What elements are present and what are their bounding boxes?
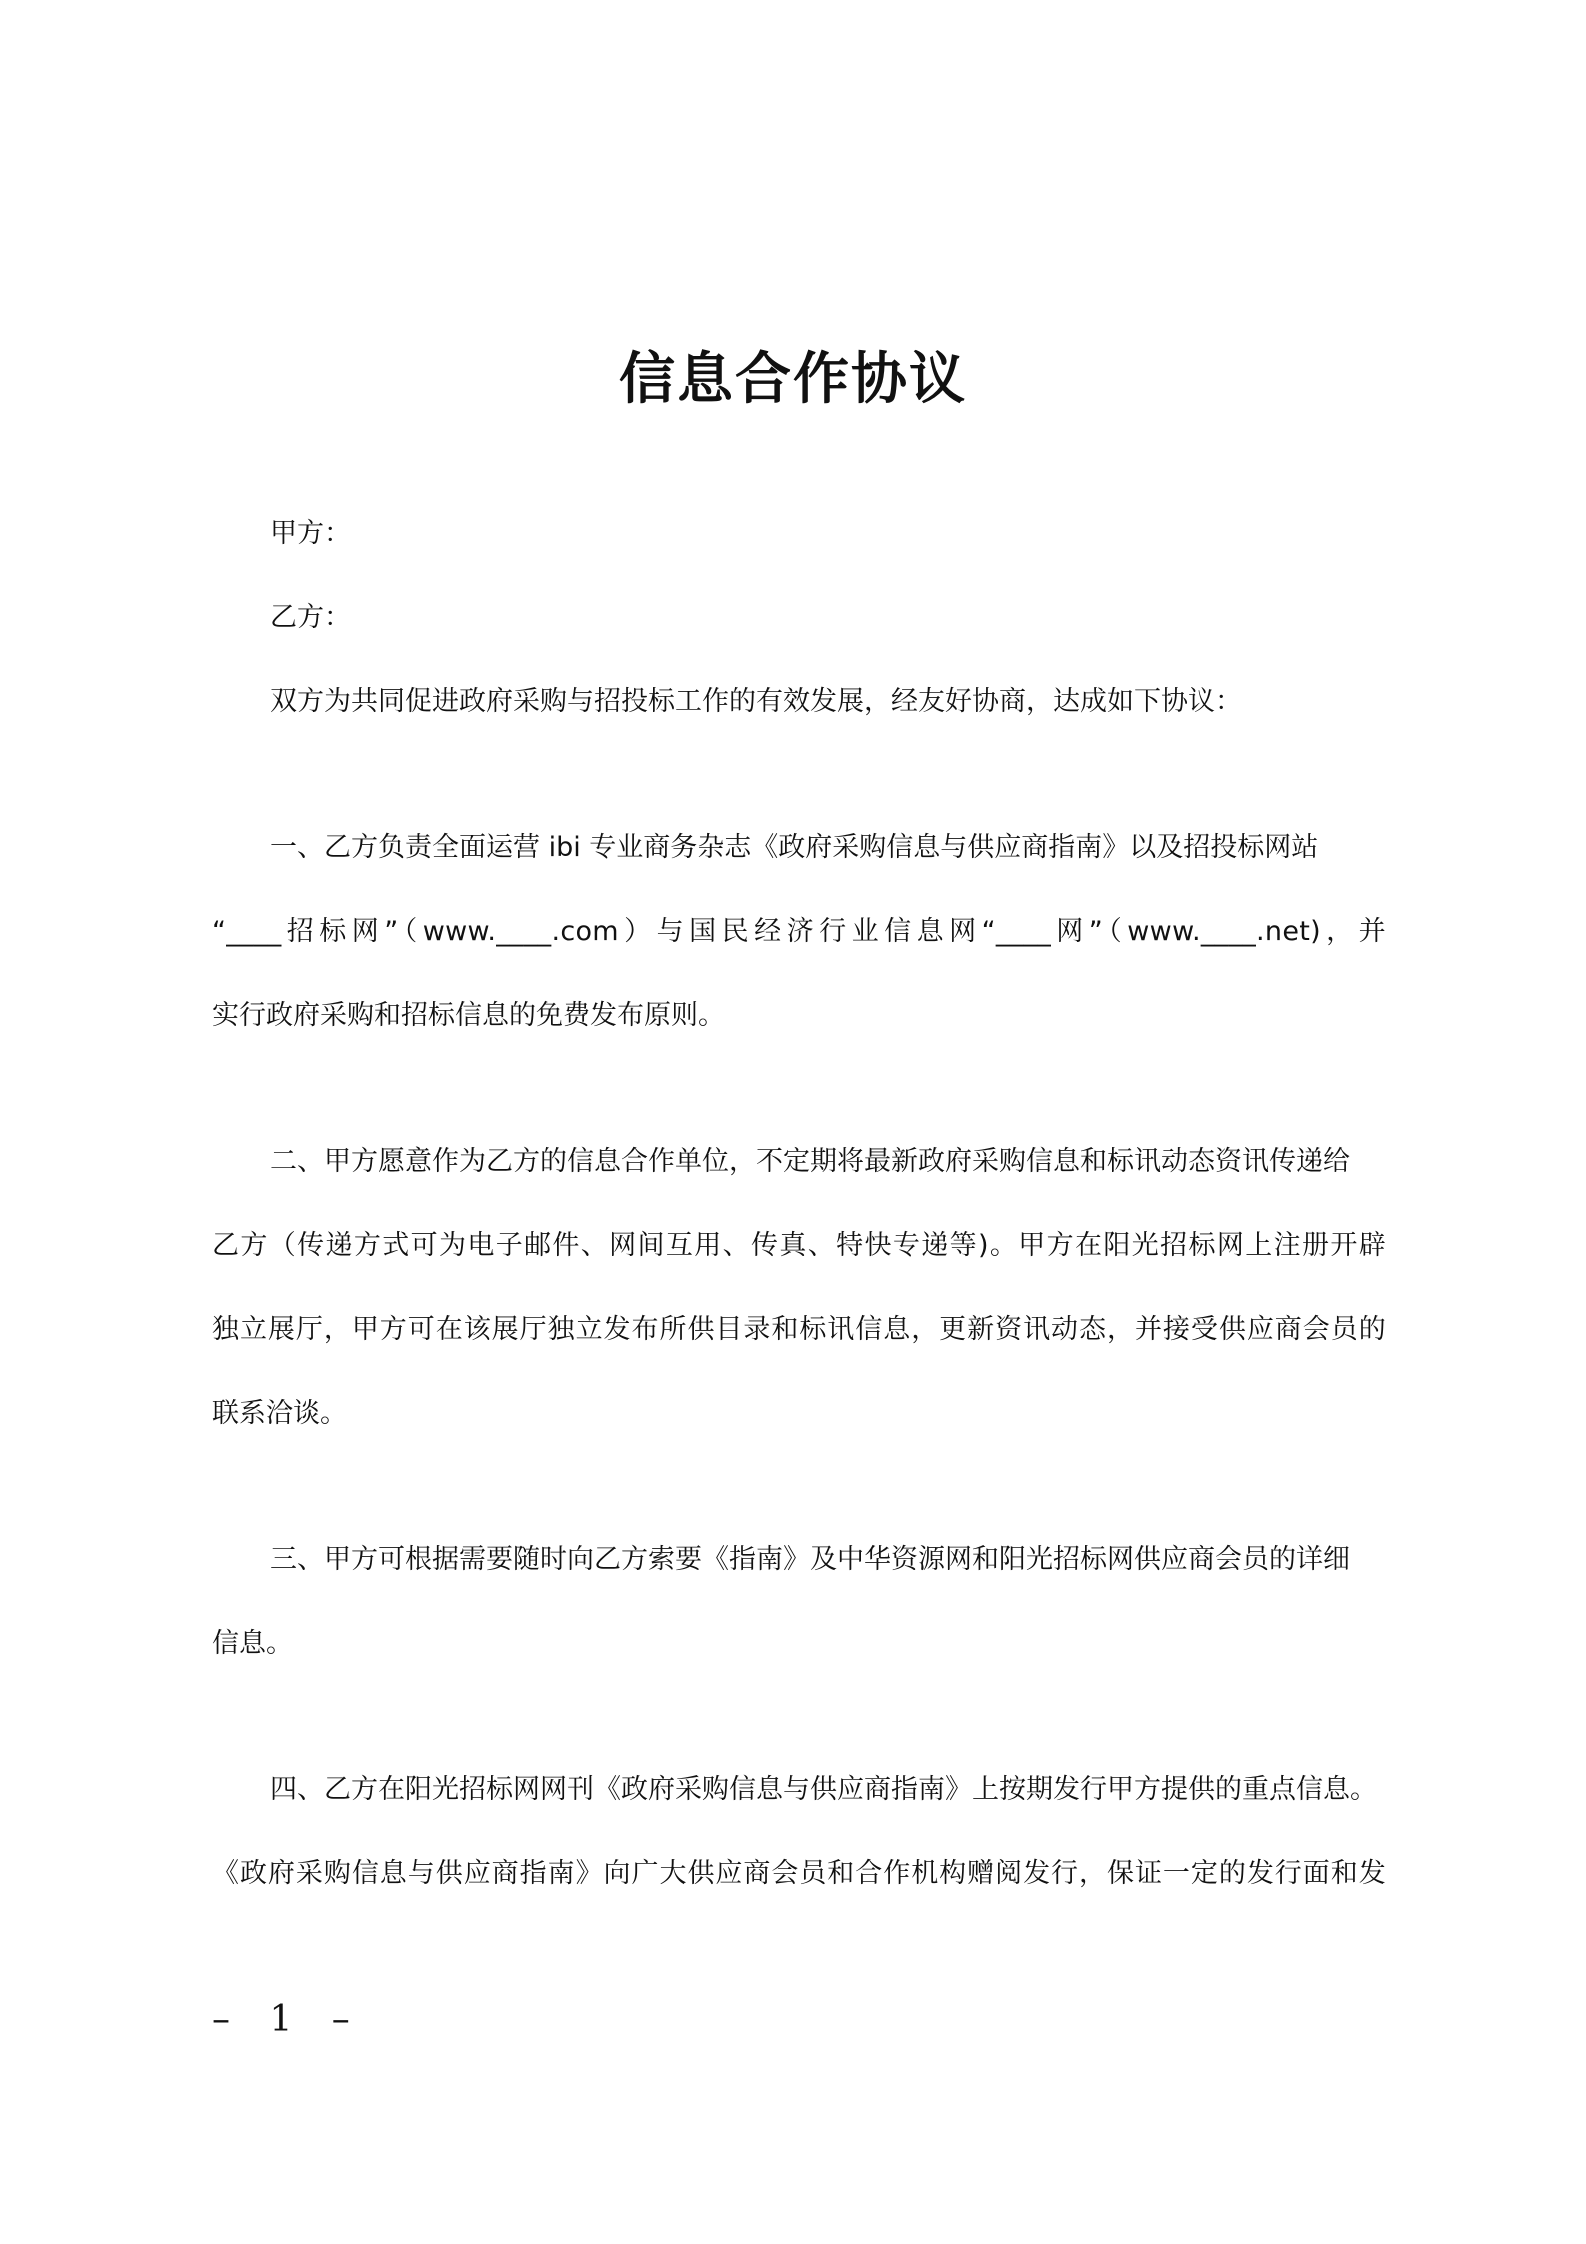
party-b-label: 乙方： [270,602,351,633]
clause-3-line-2: 信息。 [212,1628,293,1659]
party-a-label: 甲方： [270,518,351,549]
clause-3-line-1: 三、甲方可根据需要随时向乙方索要《指南》及中华资源网和阳光招标网供应商会员的详细 [270,1544,1350,1575]
document-title: 信息合作协议 [619,347,967,412]
preamble: 双方为共同促进政府采购与招投标工作的有效发展，经友好协商，达成如下协议： [270,686,1242,717]
clause-2-line-4: 联系洽谈。 [212,1398,347,1429]
clause-2-line-1: 二、甲方愿意作为乙方的信息合作单位，不定期将最新政府采购信息和标讯动态资讯传递给 [270,1146,1350,1177]
clause-4-line-1: 四、乙方在阳光招标网网刊《政府采购信息与供应商指南》上按期发行甲方提供的重点信息。 [270,1774,1377,1805]
clause-4-line-2: 《政府采购信息与供应商指南》向广大供应商会员和合作机构赠阅发行，保证一定的发行面和发 [212,1858,1386,1889]
page-number: – 1 – [212,1999,364,2040]
clause-2-line-2: 乙方（传递方式可为电子邮件、网间互用、传真、特快专递等)。甲方在阳光招标网上注册开辟 [212,1230,1386,1261]
clause-2-line-3: 独立展厅，甲方可在该展厅独立发布所供目录和标讯信息，更新资讯动态，并接受供应商会员的 [212,1314,1386,1345]
clause-1-line-1: 一、乙方负责全面运营 ibi 专业商务杂志《政府采购信息与供应商指南》以及招投标网站 [270,832,1319,863]
clause-1-line-3: 实行政府采购和招标信息的免费发布原则。 [212,1000,725,1031]
clause-1-line-2: “____招标网”（www.____.com）与国民经济行业信息网“____网”（www.____.net)，并 [212,916,1386,947]
